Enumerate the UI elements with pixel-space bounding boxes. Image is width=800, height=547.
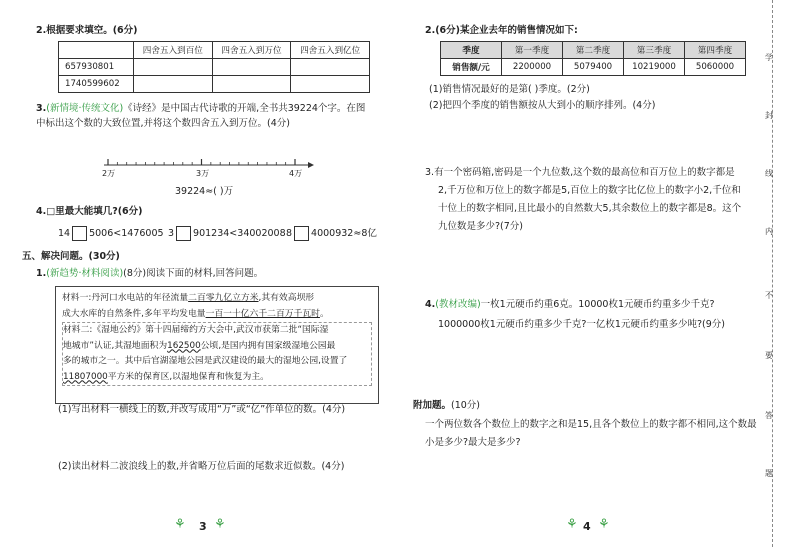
table-header: 第四季度 <box>685 42 746 59</box>
reading-material: 材料一:丹河口水电站的年径流量二百零九亿立方米,其有效高坝形 成大水库的自然条件,多年平均发电量一百一十亿六千二百万千瓦时。 材料二:《湿地公约》第十四届缔约方大会中,武汉市获第二批“国际湿 地城市”认证,其湿地面积为162500公顷,是国内拥有国家级湿地公园最 多的城市之一。其中后官湖湿地公园是武汉建设的最大的湿地公园,设置了 11807000平方米的保育区,以湿地保育和恢复为主。 <box>55 286 379 404</box>
tick-label: 4万 <box>289 169 303 178</box>
table-header: 第二季度 <box>563 42 624 59</box>
table-cell: 5079400 <box>563 59 624 76</box>
extra-line: 小是多少?最大是多少? <box>425 437 521 448</box>
q2-sub2: (2)把四个季度的销售额按从大到小的顺序排列。(4分) <box>429 100 656 111</box>
plant-icon: ⚘ <box>214 517 226 532</box>
answer-box[interactable] <box>294 226 309 241</box>
q1-sub1: (1)写出材料一横线上的数,并改写成用“万”或“亿”作单位的数。(4分) <box>58 404 346 415</box>
margin-char: 学 <box>765 53 773 62</box>
answer-box[interactable] <box>176 226 191 241</box>
extra-title: 附加题。(10分) <box>413 400 481 411</box>
margin-char: 内 <box>765 227 773 236</box>
right-q3-line: 九位数是多少?(7分) <box>438 221 523 232</box>
wavy-number: 11807000 <box>63 371 108 382</box>
left-q1: 1.(新趋势·材料阅读)(8分)阅读下面的材料,回答问题。 <box>36 268 264 279</box>
answer-box[interactable] <box>72 226 87 241</box>
answer-cell[interactable] <box>134 59 213 76</box>
extra-line: 一个两位数各个数位上的数字之和是15,且各个数位上的数字都不相同,这个数最 <box>425 419 757 430</box>
right-q4-line2: 1000000枚1元硬币约重多少千克?一亿枚1元硬币约重多少吨?(9分) <box>438 319 725 330</box>
answer-cell[interactable] <box>212 59 291 76</box>
rounding-table <box>58 41 370 93</box>
table-header: 第一季度 <box>502 42 563 59</box>
table-cell: 1740599602 <box>59 76 134 93</box>
fill-item: 3 901234<34002008 <box>168 228 286 239</box>
underlined-number: 一百一十亿六千二百万千瓦时 <box>205 308 320 319</box>
table-cell: 657930801 <box>59 59 134 76</box>
margin-char: 要 <box>765 351 773 360</box>
plant-icon: ⚘ <box>566 517 578 532</box>
q2-sub1: (1)销售情况最好的是第( )季度。(2分) <box>429 84 590 95</box>
table-header: 第三季度 <box>624 42 685 59</box>
table-header: 四舍五入到亿位 <box>291 42 370 59</box>
margin-char: 不 <box>765 291 773 300</box>
q1-sub2: (2)读出材料二波浪线上的数,并省略万位后面的尾数求近似数。(4分) <box>58 461 345 472</box>
margin-char: 封 <box>765 111 773 120</box>
fill-item: 14 5006<1476005 <box>58 228 164 239</box>
table-cell: 2200000 <box>502 59 563 76</box>
page-number: 3 <box>199 520 207 533</box>
margin-char: 题 <box>765 469 773 478</box>
table-cell: 10219000 <box>624 59 685 76</box>
answer-cell[interactable] <box>212 76 291 93</box>
plant-icon: ⚘ <box>174 517 186 532</box>
page-number: 4 <box>583 520 591 533</box>
plant-icon: ⚘ <box>598 517 610 532</box>
answer-cell[interactable] <box>291 76 370 93</box>
left-q3: 3.(新情境·传统文化)《诗经》是中国古代诗歌的开端,全书共39224个字。在图 <box>36 103 366 114</box>
answer-cell[interactable] <box>134 76 213 93</box>
table-header: 四舍五入到百位 <box>134 42 213 59</box>
material-two: 材料二:《湿地公约》第十四届缔约方大会中,武汉市获第二批“国际湿 地城市”认证,其湿地面积为162500公顷,是国内拥有国家级湿地公园最 多的城市之一。其中后官湖湿地公园是武汉建设的最大的湿地公园,设置了 11807000平方米的保育区,以湿地保育和恢复为主。 <box>62 322 372 386</box>
left-q3-line2: 中标出这个数的大致位置,并将这个数四舍五入到万位。(4分) <box>36 118 290 129</box>
right-q3-line: 十位上的数字相同,且比最小的自然数大5,其余数位上的数字都是8。这个 <box>438 203 742 214</box>
margin-char: 答 <box>765 411 773 420</box>
binding-line <box>772 0 773 547</box>
wavy-number: 162500 <box>167 340 201 351</box>
margin-char: 线 <box>765 169 773 178</box>
right-q3-line: 3.有一个密码箱,密码是一个九位数,这个数的最高位和百万位上的数字都是 <box>425 167 735 178</box>
table-cell: 5060000 <box>685 59 746 76</box>
right-q4: 4.(教材改编)一枚1元硬币约重6克。10000枚1元硬币约重多少千克? <box>425 299 715 310</box>
tick-label: 3万 <box>196 169 210 178</box>
answer-cell[interactable] <box>291 59 370 76</box>
table-cell: 销售额/元 <box>441 59 502 76</box>
right-q2-title: 2.(6分)某企业去年的销售情况如下: <box>425 25 578 36</box>
section-title: 五、解决问题。(30分) <box>22 251 120 262</box>
table-header: 季度 <box>441 42 502 59</box>
table-header: 四舍五入到万位 <box>212 42 291 59</box>
tick-label: 2万 <box>102 169 116 178</box>
left-q4-title: 4.□里最大能填几?(6分) <box>36 206 143 217</box>
right-q3-line: 2,千万位和万位上的数字都是5,百位上的数字比亿位上的数字小2,千位和 <box>438 185 741 196</box>
fill-item: 8 4000932≈8亿 <box>286 228 377 239</box>
sales-table <box>440 41 746 76</box>
rounding-formula: 39224≈( )万 <box>175 186 234 197</box>
left-q2-title: 2.根据要求填空。(6分) <box>36 25 138 36</box>
underlined-number: 二百零九亿立方米 <box>188 293 259 303</box>
material-one: 材料一:丹河口水电站的年径流量二百零九亿立方米,其有效高坝形 <box>62 293 315 303</box>
table-header <box>59 42 134 59</box>
